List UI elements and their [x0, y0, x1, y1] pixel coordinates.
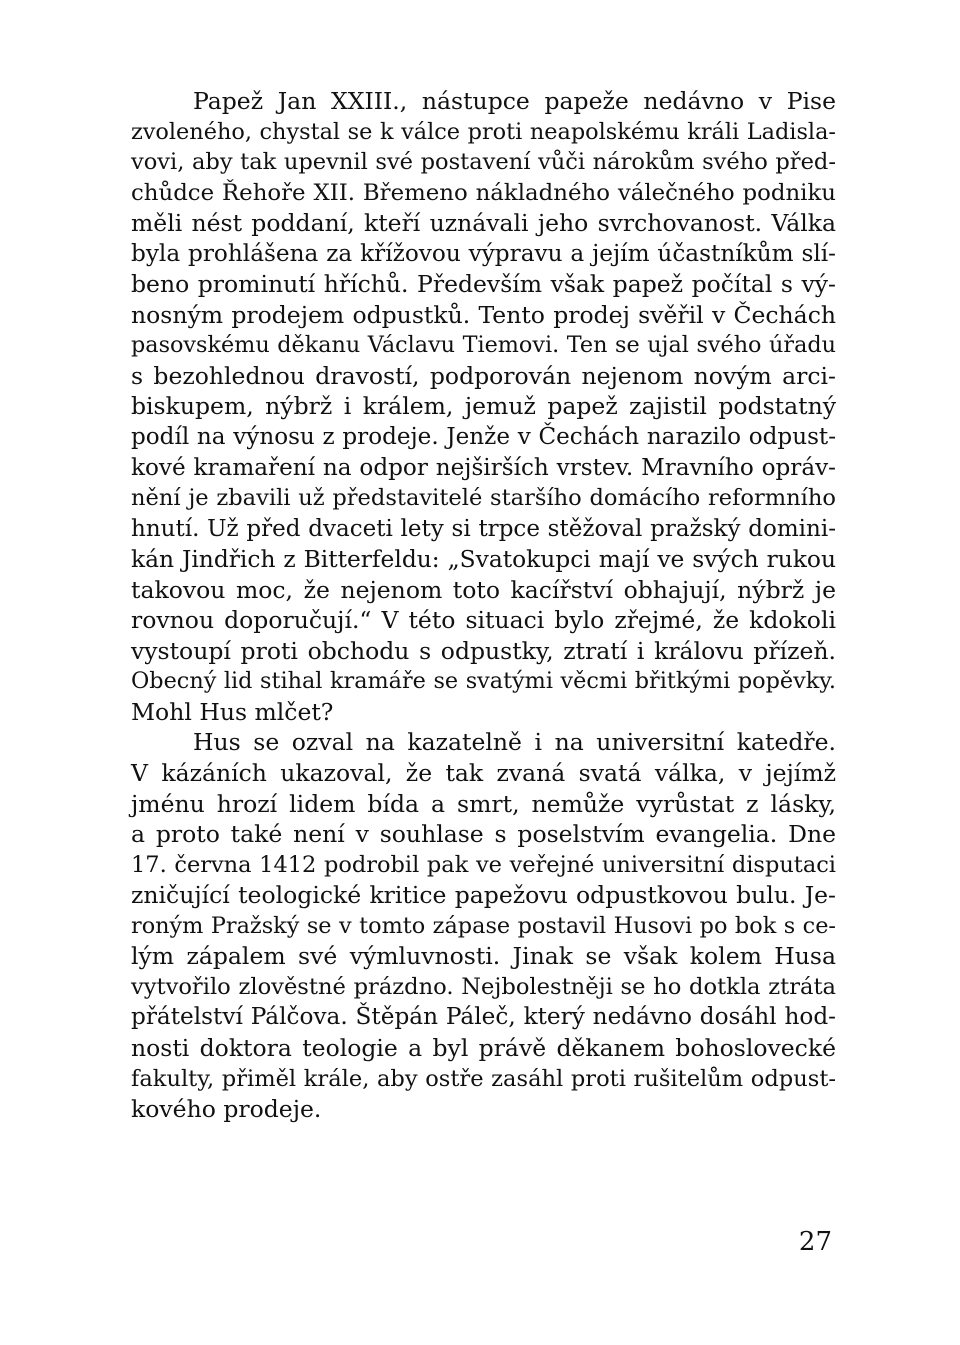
text-line: vystoupí proti obchodu s odpustky, ztratí i královu přízeň.: [131, 636, 836, 665]
text-line: lým zápalem své výmluvnosti. Jinak se však kolem Husa: [131, 942, 836, 971]
text-line: biskupem, nýbrž i králem, jemuž papež zajistil podstatný: [131, 392, 836, 421]
page-number: 27: [798, 1227, 832, 1257]
text-line: fakulty, přiměl krále, aby ostře zasáhl proti rušitelům odpust-: [131, 1065, 836, 1092]
text-line: vovi, aby tak upevnil své postavení vůči nárokům svého před-: [131, 149, 836, 176]
text-line: s bezohlednou dravostí, podporován nejenom novým arci-: [131, 361, 836, 390]
text-line: přátelství Pálčova. Štěpán Páleč, který nedávno dosáhl hod-: [131, 1003, 836, 1031]
text-line: pasovskému děkanu Václavu Tiemovi. Ten se ujal svého úřadu: [131, 332, 836, 359]
text-line: chůdce Řehoře XII. Břemeno nákladného válečného podniku: [131, 179, 836, 206]
text-line: zvoleného, chystal se k válce proti neapolskému králi Ladisla-: [131, 118, 836, 145]
text-line: Papež Jan XXIII., nástupce papeže nedávno v Pise: [193, 87, 836, 115]
text-line: kán Jindřich z Bitterfeldu: „Svatokupci mají ve svých rukou: [131, 545, 836, 574]
text-line: Mohl Hus mlčet?: [131, 697, 334, 726]
paragraph: [131, 727, 836, 1124]
text-line: V kázáních ukazoval, že tak zvaná svatá válka, v jejímž: [131, 759, 836, 788]
text-line: rovnou doporučují.“ V této situaci bylo zřejmé, že kdokoli: [131, 606, 836, 635]
text-line: hnutí. Už před dvaceti lety si trpce stěžoval pražský domini-: [131, 515, 836, 542]
text-line: vytvořilo zlověstné prázdno. Nejbolestněji se ho dotkla ztráta: [131, 973, 836, 1000]
text-line: měli nést poddaní, kteří uznávali jeho svrchovanost. Válka: [131, 209, 836, 238]
text-line: 17. června 1412 podrobil pak ve veřejné universitní disputaci: [131, 851, 836, 878]
text-line: nosným prodejem odpustků. Tento prodej svěřil v Čechách: [131, 300, 836, 329]
text-line: kového prodeje.: [131, 1095, 322, 1124]
text-line: nosti doktora teologie a byl právě děkanem bohoslovecké: [131, 1033, 836, 1062]
text-line: zničující teologické kritice papežovu odpustkovou bulu. Je-: [131, 881, 836, 910]
body-text: [131, 86, 836, 1125]
text-line: podíl na výnosu z prodeje. Jenže v Čechách narazilo odpust-: [131, 424, 836, 451]
paragraph: [131, 86, 836, 727]
text-line: nění je zbavili už představitelé staršího domácího reformního: [131, 485, 836, 512]
text-line: kové kramaření na odpor nejširších vrstev. Mravního opráv-: [131, 454, 836, 481]
text-line: beno prominutí hříchů. Především však papež počítal s vý-: [131, 270, 836, 299]
text-line: byla prohlášena za křížovou výpravu a jejím účastníkům slí-: [131, 239, 836, 267]
text-line: roným Pražský se v tomto zápase postavil Husovi po bok s ce-: [131, 912, 836, 939]
text-line: Hus se ozval na kazatelně i na universitní katedře.: [193, 728, 836, 757]
text-line: a proto také není v souhlase s poselstvím evangelia. Dne: [131, 820, 836, 849]
text-line: Obecný lid stihal kramáře se svatými věcmi břitkými popěvky.: [131, 668, 836, 695]
text-line: takovou moc, že nejenom toto kacířství obhajují, nýbrž je: [131, 575, 836, 604]
text-line: jménu hrozí lidem bída a smrt, nemůže vyrůstat z lásky,: [131, 789, 836, 818]
